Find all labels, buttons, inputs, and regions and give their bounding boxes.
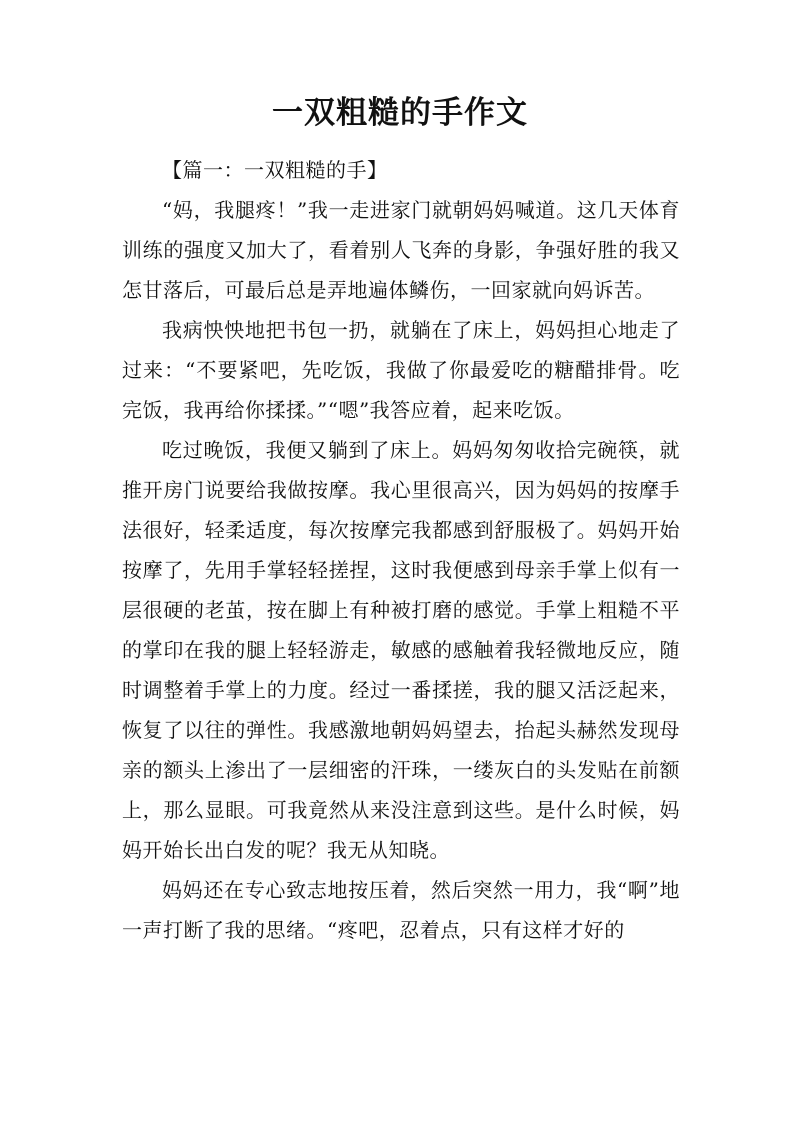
paragraph-2: 我病怏怏地把书包一扔，就躺在了床上，妈妈担心地走了过来：“不要紧吧，先吃饭，我做了你最爱吃的糖醋排骨。吃完饭，我再给你揉揉。”“嗯”我答应着，起来吃饭。 — [122, 318, 680, 422]
section-heading: 【篇一：一双粗糙的手】 — [162, 158, 388, 182]
paragraph-3: 吃过晚饭，我便又躺到了床上。妈妈匆匆收拾完碗筷，就推开房门说要给我做按摩。我心里很高兴，因为妈妈的按摩手法很好，轻柔适度，每次按摩完我都感到舒服极了。妈妈开始按摩了，先用手掌轻轻搓捏，这时我便感到母亲手掌上似有一层很硬的老茧，按在脚上有种被打磨的感觉。手掌上粗糙不平的掌印在我的腿上轻轻游走，敏感的感触着我轻微地反应，随时调整着手掌上的力度。经过一番揉搓，我的腿又活泛起来，恢复了以往的弹性。我感激地朝妈妈望去，抬起头赫然发现母亲的额头上渗出了一层细密的汗珠，一缕灰白的头发贴在前额上，那么显眼。可我竟然从来没注意到这些。是什么时候，妈妈开始长出白发的呢？我无从知晓。 — [122, 438, 680, 862]
paragraph-4: 妈妈还在专心致志地按压着，然后突然一用力，我“啊”地一声打断了我的思绪。“疼吧，忍着点，只有这样才好的 — [122, 878, 680, 942]
document-title: 一双粗糙的手作文 — [272, 95, 528, 131]
paragraph-1: “妈，我腿疼！”我一走进家门就朝妈妈喊道。这几天体育训练的强度又加大了，看着别人飞奔的身影，争强好胜的我又怎甘落后，可最后总是弄地遍体鳞伤，一回家就向妈诉苦。 — [122, 198, 680, 302]
document-body — [122, 150, 680, 950]
